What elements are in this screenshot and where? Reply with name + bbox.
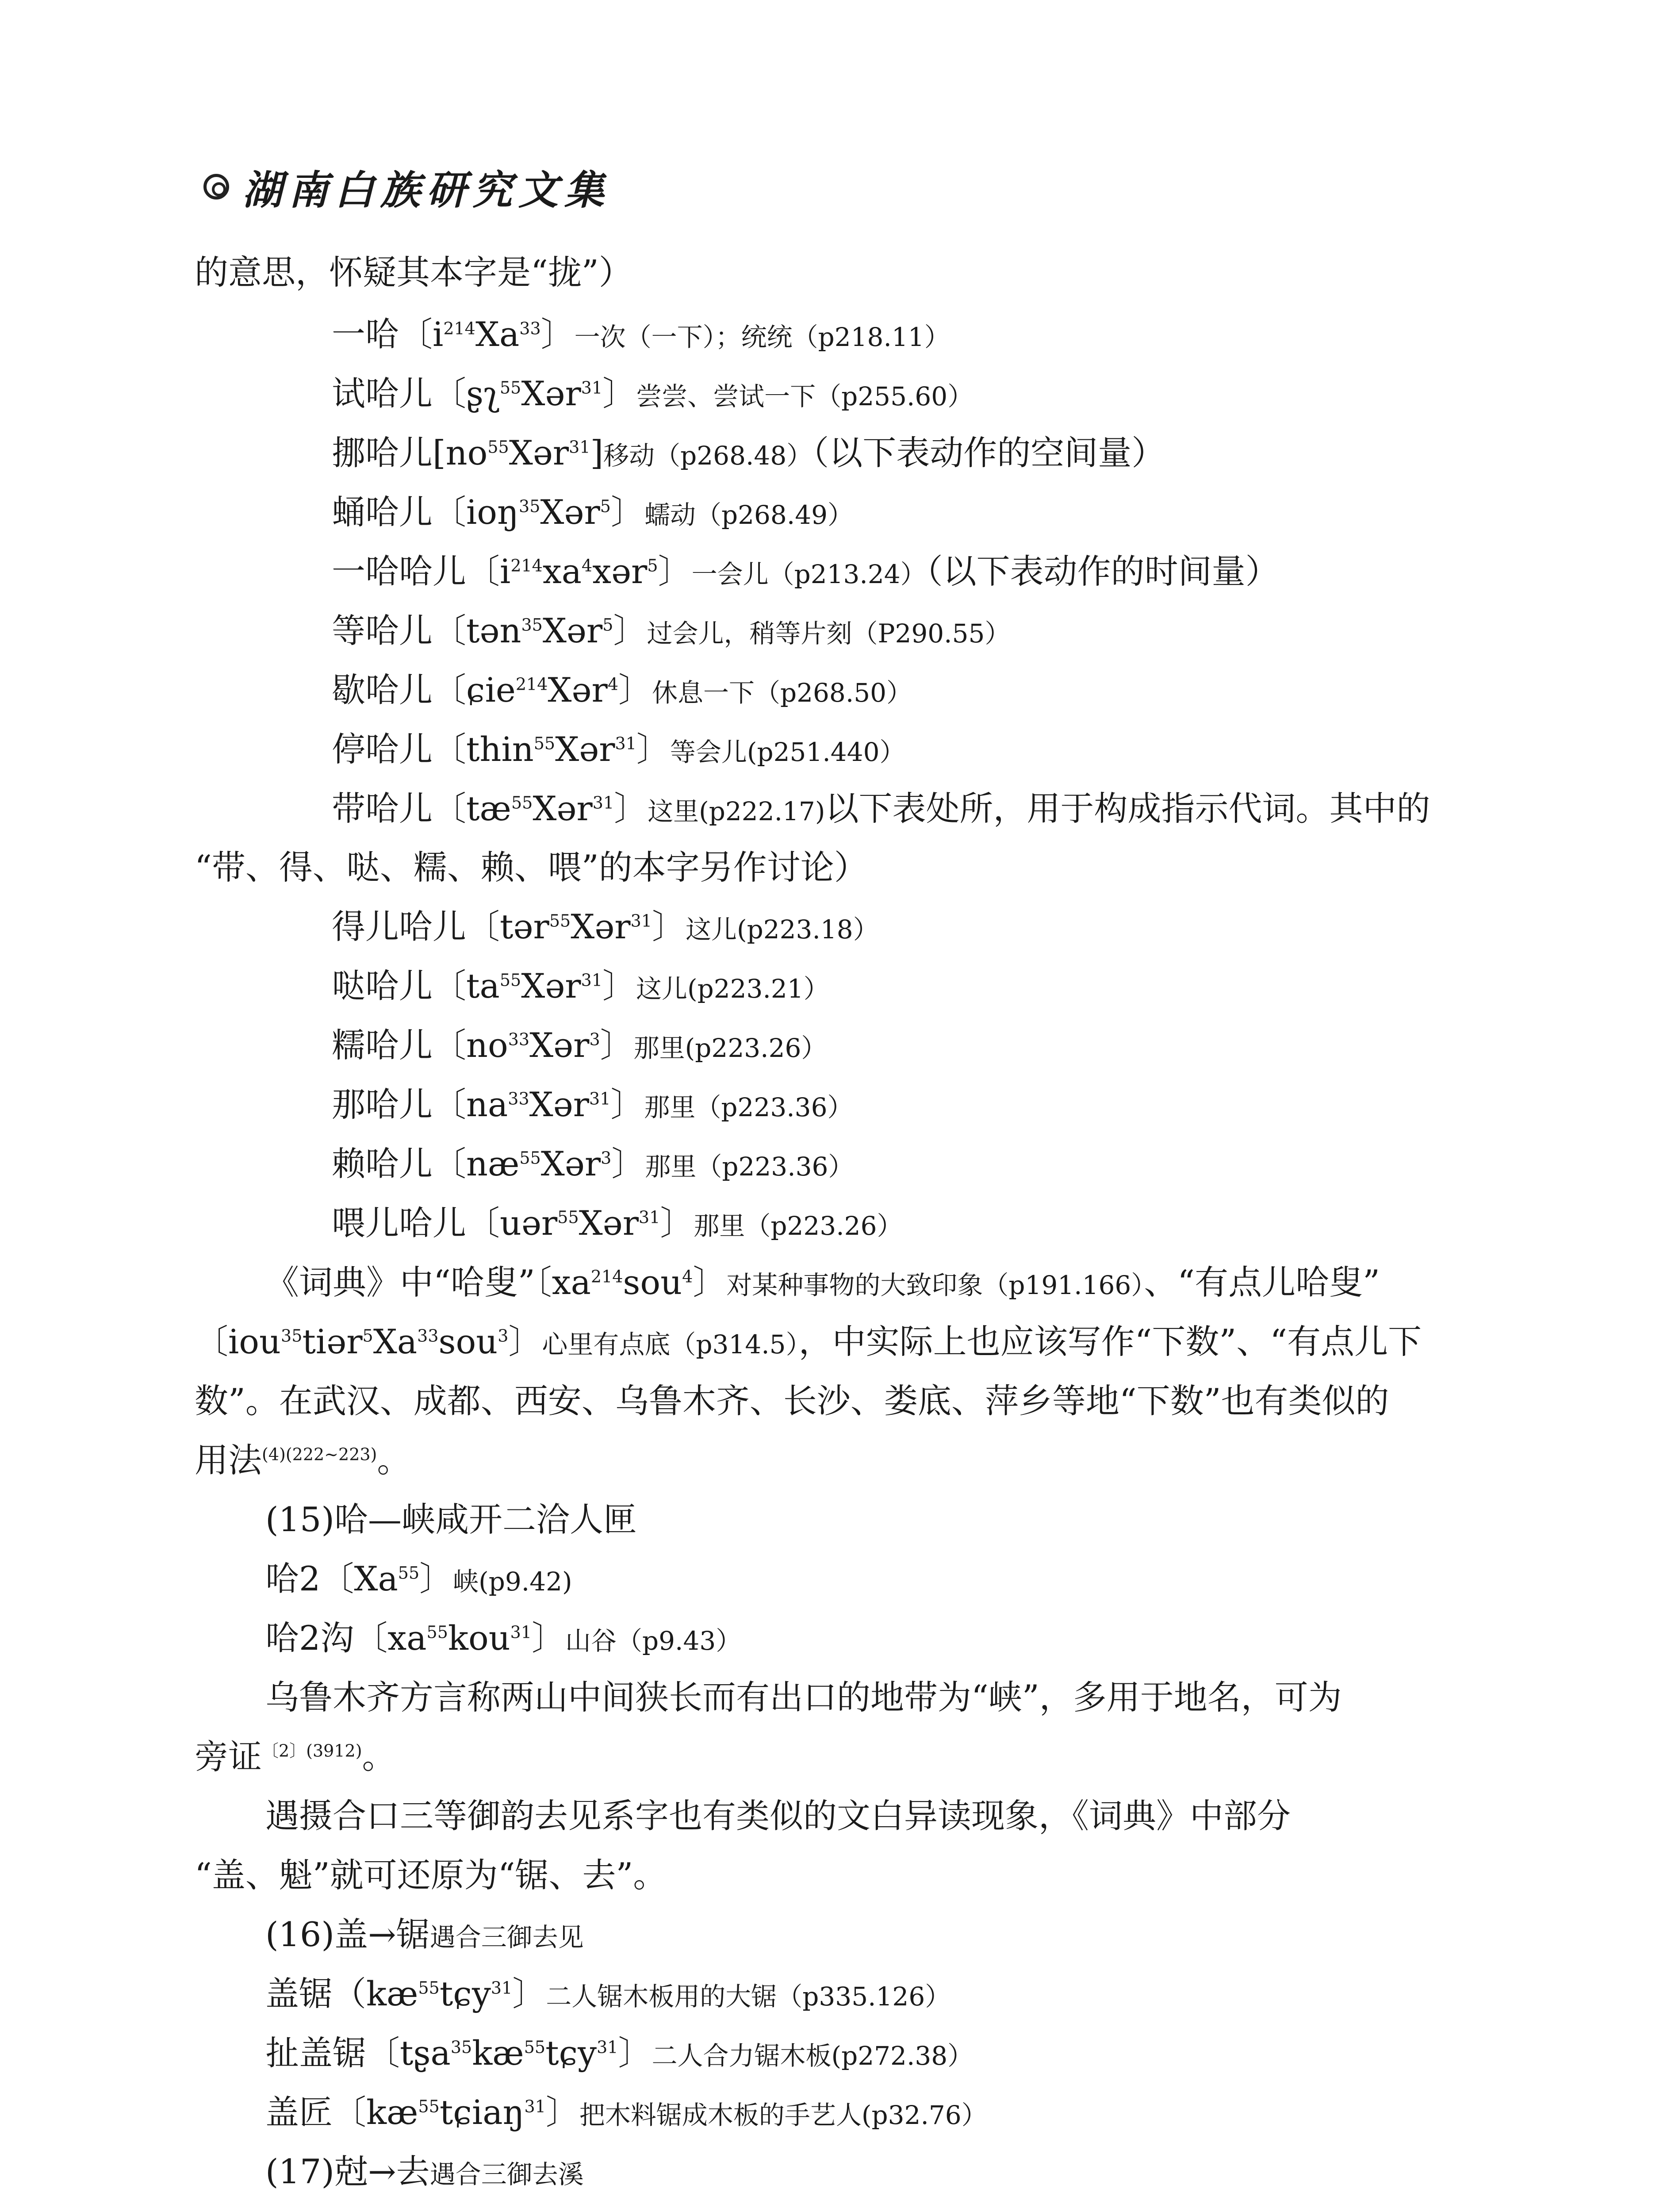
superscript: 31: [524, 2097, 546, 2116]
superscript: 214: [510, 556, 543, 576]
gloss-text: 二人锯木板用的大锯（p335.126）: [546, 1982, 951, 2012]
text-run: 数”。在武汉、成都、西安、乌鲁木齐、长沙、娄底、萍乡等地“下数”也有类似的: [195, 1381, 1389, 1421]
superscript: 55: [519, 1148, 541, 1168]
text-line: [195, 1433, 410, 1482]
superscript: 55: [418, 1978, 440, 1998]
text-run: ，中实际上也应该写作“下数”、“有点儿下: [798, 1322, 1422, 1361]
text-run: 〕: [419, 1559, 453, 1598]
text-line: [332, 663, 912, 711]
text-line: [195, 1374, 1389, 1422]
gloss-text: 心里有点底（p314.5）: [542, 1329, 799, 1359]
superscript: 35: [521, 615, 543, 635]
text-run: 盖锯（kæ: [265, 1974, 418, 2013]
text-run: 〕: [508, 1322, 542, 1361]
text-run: 〕: [613, 611, 647, 650]
text-run: Xər: [571, 907, 631, 946]
superscript: 55: [487, 437, 509, 457]
text-line: [265, 1789, 1291, 1837]
gloss-text: 峡(p9.42): [453, 1567, 572, 1597]
text-run: 以下表处所，用于构成指示代词。其中的: [825, 789, 1430, 828]
text-line: [332, 604, 1010, 652]
text-line: [332, 1078, 853, 1126]
text-run: 〕: [658, 552, 692, 591]
text-line: [332, 367, 973, 415]
superscript: 5: [600, 496, 611, 516]
gloss-text: 把木料锯成木板的手艺人(p32.76）: [579, 2100, 987, 2130]
text-line: [332, 782, 1430, 830]
text-run: 那哈儿〔na: [332, 1085, 508, 1124]
text-line: [195, 1315, 1422, 1363]
text-line: [265, 2085, 987, 2134]
superscript: 55: [524, 2037, 546, 2057]
superscript: 〔2〕(3912): [262, 1741, 362, 1761]
text-run: 停哈儿〔thin: [332, 730, 534, 769]
text-run: ]: [590, 433, 604, 472]
superscript: 33: [508, 1089, 529, 1109]
text-run: Xər: [509, 433, 569, 472]
superscript: 55: [398, 1563, 420, 1583]
text-line: [332, 722, 905, 771]
text-line: [195, 1848, 667, 1897]
text-run: 〕: [602, 374, 636, 413]
superscript: 33: [508, 1029, 530, 1049]
text-run: “盖、魁”就可还原为“锯、去”。: [195, 1855, 667, 1895]
text-run: 扯盖锯〔tʂa: [265, 2033, 451, 2073]
gloss-text: 遇合三御去见: [429, 1922, 584, 1952]
superscript: 3: [601, 1148, 612, 1168]
superscript: 31: [581, 970, 602, 990]
text-run: “带、得、哒、糯、赖、喂”的本字另作讨论）: [195, 848, 868, 887]
text-run: 一哈〔i: [332, 315, 444, 354]
text-run: 〕: [660, 1203, 694, 1243]
superscript: 55: [533, 733, 556, 753]
text-run: （以下表动作的时间量）: [926, 552, 1279, 591]
text-run: xər: [592, 552, 648, 591]
superscript: 31: [615, 733, 636, 753]
text-run: 哒哈儿〔ta: [332, 966, 500, 1006]
text-run: Xər: [540, 1144, 601, 1183]
gloss-text: 蠕动（p268.49）: [644, 500, 854, 530]
text-run: 《词典》中“哈叟”〔xa: [265, 1263, 591, 1302]
superscript: 214: [515, 674, 548, 694]
text-run: Xa: [475, 315, 520, 354]
text-run: 哈2〔Xa: [265, 1559, 398, 1598]
text-line: [332, 545, 1279, 593]
text-run: 〕: [545, 2093, 579, 2132]
gloss-text: 山谷（p9.43）: [565, 1626, 742, 1656]
text-run: 蛹哈儿〔ioŋ: [332, 492, 519, 532]
text-line: [195, 246, 632, 294]
text-line: [265, 1671, 1342, 1719]
superscript: 55: [557, 1207, 579, 1227]
text-line: [265, 1967, 950, 2015]
superscript: 31: [589, 1089, 611, 1109]
text-run: tɕy: [439, 1974, 491, 2013]
gloss-text: 遇合三御去溪: [429, 2159, 584, 2189]
text-run: Xər: [542, 611, 603, 650]
text-line: [332, 1196, 902, 1244]
text-run: 〕: [602, 966, 636, 1006]
text-run: 带哈儿〔tæ: [332, 789, 511, 828]
gloss-text: 那里（p223.36）: [645, 1152, 854, 1182]
text-run: 〕: [512, 1974, 546, 2013]
text-run: Xər: [529, 1085, 590, 1124]
superscript: 55: [499, 970, 521, 990]
text-run: kæ: [472, 2033, 524, 2073]
text-run: (15)哈—峡咸开二洽人匣: [265, 1500, 637, 1539]
text-run: tɕy: [545, 2033, 597, 2073]
text-run: (16)盖→锯: [265, 1915, 430, 1954]
text-line: [265, 1611, 741, 1659]
superscript: 3: [498, 1326, 509, 1346]
circle-ornament-icon: [203, 174, 229, 200]
text-run: kou: [448, 1618, 510, 1658]
text-run: Xər: [548, 670, 608, 710]
text-run: xa: [542, 552, 582, 591]
superscript: 4: [682, 1267, 693, 1286]
text-run: 一哈哈儿〔i: [332, 552, 511, 591]
text-line: [332, 426, 1165, 474]
text-line: [332, 485, 853, 534]
superscript: 31: [581, 378, 603, 398]
gloss-text: 过会儿，稍等片刻（P290.55）: [647, 618, 1011, 649]
text-run: 乌鲁木齐方言称两山中间狭长而有出口的地带为“峡”，多用于地名，可为: [265, 1678, 1342, 1717]
text-line: [265, 2145, 584, 2193]
text-run: 的意思，怀疑其本字是“拢”）: [195, 253, 632, 292]
text-run: 〕: [614, 789, 648, 828]
text-run: 歇哈儿〔ɕie: [332, 670, 516, 710]
gloss-text: 移动（p268.48）: [603, 441, 813, 471]
text-run: 试哈儿〔ʂʅ: [332, 374, 500, 413]
superscript: 31: [592, 793, 614, 813]
text-run: 盖匠〔kæ: [265, 2093, 418, 2132]
text-line: [332, 1018, 827, 1067]
superscript: 5: [602, 615, 613, 635]
text-run: Xər: [579, 1203, 639, 1243]
text-run: 。: [377, 1440, 411, 1480]
text-run: Xa: [373, 1322, 418, 1361]
superscript: 55: [500, 378, 521, 398]
text-run: 喂儿哈儿〔uər: [332, 1203, 558, 1243]
text-line: [265, 1256, 1380, 1304]
header-title: 湖南白族研究文集: [242, 167, 610, 214]
gloss-text: 那里（p223.26）: [694, 1211, 903, 1241]
gloss-text: 对某种事物的大致印象（p191.166）: [726, 1270, 1144, 1300]
text-run: sou: [438, 1322, 498, 1361]
text-line: [332, 1137, 854, 1185]
text-line: [195, 1730, 396, 1778]
text-run: 〕: [532, 1618, 566, 1658]
text-line: [195, 841, 868, 889]
gloss-text: 二人合力锯木板(p272.38）: [652, 2041, 973, 2071]
superscript: 5: [647, 556, 658, 576]
text-run: 〕: [652, 907, 686, 946]
superscript: 31: [510, 1622, 532, 1642]
gloss-text: 那里（p223.36）: [644, 1092, 853, 1122]
text-run: Xər: [521, 374, 581, 413]
text-run: 用法: [195, 1440, 262, 1480]
text-run: 〕: [693, 1263, 727, 1302]
text-run: 〕: [540, 315, 575, 354]
superscript: 214: [590, 1267, 623, 1286]
text-line: [265, 2026, 973, 2074]
text-run: 哈2沟〔xa: [265, 1618, 427, 1658]
superscript: 55: [418, 2097, 440, 2116]
text-run: 赖哈儿〔næ: [332, 1144, 520, 1183]
text-line: [265, 1552, 572, 1600]
superscript: 31: [597, 2037, 618, 2057]
gloss-text: 等会儿(p251.440）: [670, 737, 905, 767]
text-run: 〕: [610, 1085, 644, 1124]
text-run: 挪哈儿[no: [332, 433, 488, 472]
superscript: 31: [639, 1207, 660, 1227]
gloss-text: 尝尝、尝试一下（p255.60）: [636, 381, 973, 411]
text-run: 〕: [618, 670, 652, 710]
superscript: 5: [362, 1326, 373, 1346]
text-run: 得儿哈儿〔tər: [332, 907, 549, 946]
text-line: [332, 307, 950, 356]
gloss-text: 这里(p222.17): [648, 796, 825, 826]
text-run: 糯哈儿〔no: [332, 1025, 508, 1065]
text-run: 〕: [636, 730, 670, 769]
superscript: 55: [426, 1622, 448, 1642]
superscript: 33: [417, 1326, 439, 1346]
superscript: 214: [443, 319, 475, 338]
text-run: 、“有点儿哈叟”: [1144, 1263, 1380, 1302]
text-run: tiər: [302, 1322, 363, 1361]
text-run: 〕: [611, 1144, 645, 1183]
superscript: (4)(222~223): [262, 1444, 377, 1464]
superscript: 4: [582, 556, 593, 576]
text-run: 遇摄合口三等御韵去见系字也有类似的文白异读现象，《词典》中部分: [265, 1796, 1291, 1836]
superscript: 33: [519, 319, 541, 338]
text-run: (17)尅→去: [265, 2152, 430, 2191]
text-run: Xər: [521, 966, 581, 1006]
superscript: 4: [607, 674, 618, 694]
text-line: [332, 900, 879, 948]
gloss-text: 一次（一下）；统统（p218.11）: [574, 322, 950, 352]
superscript: 35: [450, 2037, 472, 2057]
gloss-text: 休息一下（p268.50）: [652, 678, 912, 708]
text-run: Xər: [540, 492, 600, 532]
text-run: 等哈儿〔tən: [332, 611, 521, 650]
text-run: （以下表动作的空间量）: [812, 433, 1165, 472]
superscript: 35: [519, 496, 540, 516]
text-line: [265, 1908, 584, 1956]
text-run: 旁证: [195, 1737, 262, 1776]
gloss-text: 那里(p223.26）: [633, 1033, 827, 1063]
superscript: 55: [549, 911, 571, 931]
superscript: 35: [281, 1326, 303, 1346]
text-run: 〔iou: [195, 1322, 281, 1361]
text-run: 。: [362, 1737, 396, 1776]
gloss-text: 一会儿（p213.24）: [691, 559, 926, 589]
text-line: [332, 959, 829, 1007]
text-run: Xər: [529, 1025, 590, 1065]
running-header: [203, 160, 610, 213]
text-run: tɕiaŋ: [439, 2093, 525, 2132]
superscript: 31: [491, 1978, 513, 1998]
gloss-text: 这儿(p223.18）: [686, 914, 879, 945]
text-run: 〕: [610, 492, 644, 532]
text-run: 〕: [618, 2033, 652, 2073]
text-run: Xər: [555, 730, 615, 769]
superscript: 3: [589, 1029, 600, 1049]
text-run: Xər: [533, 789, 593, 828]
text-run: sou: [623, 1263, 682, 1302]
superscript: 31: [569, 437, 590, 457]
text-line: [265, 1493, 637, 1541]
text-run: 〕: [600, 1025, 634, 1065]
gloss-text: 这儿(p223.21）: [636, 974, 829, 1004]
superscript: 31: [630, 911, 652, 931]
superscript: 55: [511, 793, 533, 813]
